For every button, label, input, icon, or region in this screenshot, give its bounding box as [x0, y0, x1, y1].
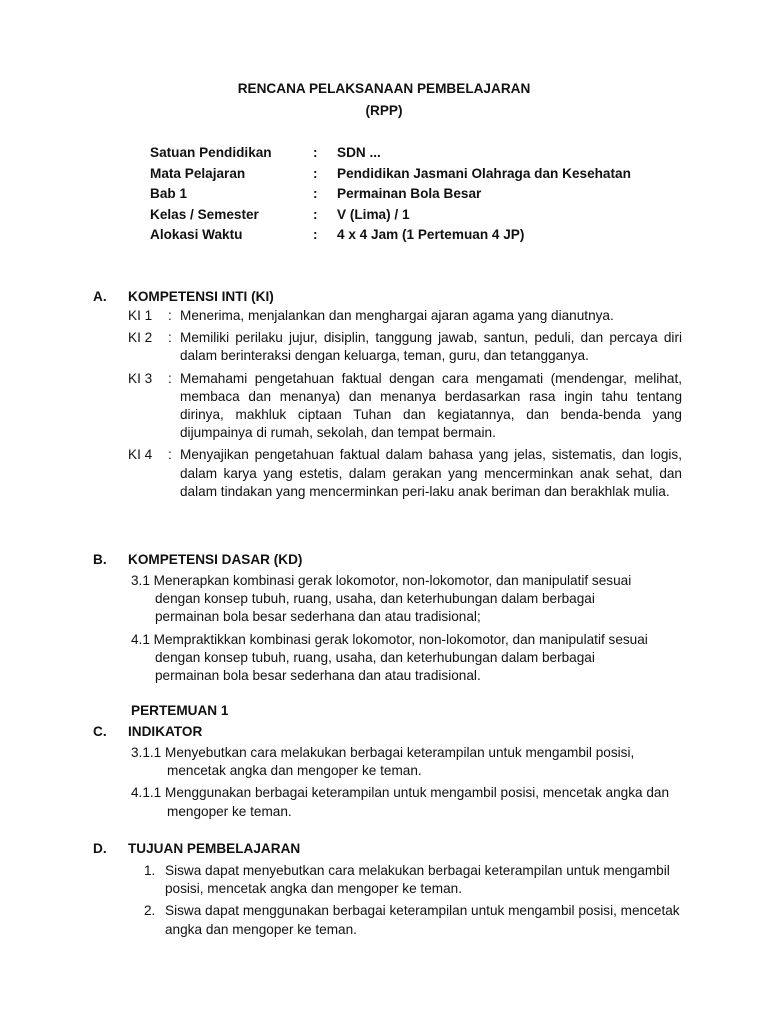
kd-list [131, 572, 651, 689]
identity-colon: : [313, 145, 318, 160]
indicator-item: 3.1.1 Menyebutkan cara melakukan berbagai keterampilan untuk mengambil posisi, mencetak angka dan mengoper ke teman. [131, 745, 635, 779]
ki-colon: : [168, 308, 172, 323]
identity-row [150, 205, 631, 226]
section-b-heading [93, 551, 302, 569]
ki-item [128, 307, 682, 325]
section-letter: B. [93, 552, 107, 567]
identity-table [150, 143, 631, 246]
identity-value: 4 x 4 Jam (1 Pertemuan 4 JP) [337, 227, 525, 242]
objective-list [144, 862, 685, 943]
indicator-list [131, 744, 676, 825]
ki-colon: : [168, 330, 172, 346]
section-title: TUJUAN PEMBELAJARAN [128, 841, 301, 856]
objective-text: Siswa dapat menyebutkan cara melakukan berbagai keterampilan untuk mengambil posisi, mencetak angka dan mengoper ke teman. [165, 863, 670, 897]
ki-list [128, 307, 682, 505]
identity-value: Permainan Bola Besar [337, 186, 482, 201]
section-letter: C. [93, 724, 107, 739]
ki-code: KI 3 [128, 370, 153, 386]
section-c-heading [93, 723, 202, 741]
section-a-heading [93, 288, 274, 306]
identity-value: Pendidikan Jasmani Olahraga dan Kesehatan [337, 165, 631, 181]
kd-item: 4.1 Mempraktikkan kombinasi gerak lokomotor, non-lokomotor, dan manipulatif sesuai dengan konsep tubuh, ruang, usaha, dan keterhubungan dalam berbagai permainan bola besar sederhana dan atau tradisional. [131, 631, 648, 684]
meeting-label [131, 702, 228, 720]
identity-label: Kelas / Semester [150, 206, 259, 222]
identity-value: V (Lima) / 1 [337, 206, 410, 222]
ki-code: KI 1 [128, 308, 153, 323]
section-title: INDIKATOR [128, 724, 203, 739]
ki-item [128, 329, 682, 365]
document-subtitle: (RPP) [365, 103, 403, 118]
ki-code: KI 2 [128, 330, 153, 346]
meeting-title: PERTEMUAN 1 [131, 703, 229, 718]
ki-item [128, 370, 682, 443]
section-title: KOMPETENSI DASAR (KD) [128, 552, 303, 567]
identity-label: Bab 1 [150, 186, 188, 201]
ki-colon: : [168, 447, 172, 463]
objective-number: 1. [144, 863, 156, 878]
identity-row [150, 225, 631, 246]
ki-text: Memiliki perilaku jujur, disiplin, tanggung jawab, santun, peduli, dan percaya diri dalam berinteraksi dengan keluarga, teman, guru, dan tetangganya. [180, 330, 682, 364]
objective-item [144, 902, 685, 938]
identity-row [150, 143, 631, 164]
identity-colon: : [313, 227, 318, 242]
ki-code: KI 4 [128, 447, 153, 463]
ki-colon: : [168, 370, 172, 386]
indicator-item: 4.1.1 Menggunakan berbagai keterampilan untuk mengambil posisi, mencetak angka dan mengoper ke teman. [131, 785, 670, 819]
section-letter: D. [93, 841, 107, 856]
identity-colon: : [313, 206, 318, 222]
document-title: RENCANA PELAKSANAAN PEMBELAJARAN [237, 81, 531, 96]
identity-label: Satuan Pendidikan [150, 145, 272, 160]
objective-number: 2. [144, 903, 156, 919]
ki-text: Menyajikan pengetahuan faktual dalam bahasa yang jelas, sistematis, dan logis, dalam karya yang estetis, dalam gerakan yang mencerminkan anak sehat, dan dalam tindakan yang mencerminkan peri-laku anak beriman dan berakhlak mulia. [180, 447, 682, 499]
section-d-heading [93, 840, 300, 858]
objective-item [144, 862, 685, 898]
ki-text: Menerima, menjalankan dan menghargai ajaran agama yang dianutnya. [180, 308, 614, 323]
identity-colon: : [313, 165, 318, 181]
identity-label: Alokasi Waktu [150, 227, 243, 242]
identity-row [150, 164, 631, 185]
identity-row [150, 184, 631, 205]
section-letter: A. [93, 289, 107, 304]
ki-item [128, 446, 682, 501]
identity-colon: : [313, 186, 318, 201]
section-title: KOMPETENSI INTI (KI) [128, 289, 274, 304]
identity-label: Mata Pelajaran [150, 165, 246, 181]
identity-value: SDN ... [337, 145, 381, 160]
kd-item: 3.1 Menerapkan kombinasi gerak lokomotor, non-lokomotor, dan manipulatif sesuai dengan konsep tubuh, ruang, usaha, dan keterhubungan dalam berbagai permainan bola besar sederhana dan atau tradisional; [131, 573, 632, 625]
ki-text: Memahami pengetahuan faktual dengan cara mengamati (mendengar, melihat, membaca dan menanya) dan menanya berdasarkan rasa ingin tahu tentang dirinya, makhluk ciptaan Tuhan dan kegiatannya, dan benda-benda yang dijumpainya di rumah, sekolah, dan tempat bermain. [180, 370, 682, 441]
objective-text: Siswa dapat menggunakan berbagai keterampilan untuk mengambil posisi, mencetak angka dan mengoper ke teman. [165, 903, 680, 937]
